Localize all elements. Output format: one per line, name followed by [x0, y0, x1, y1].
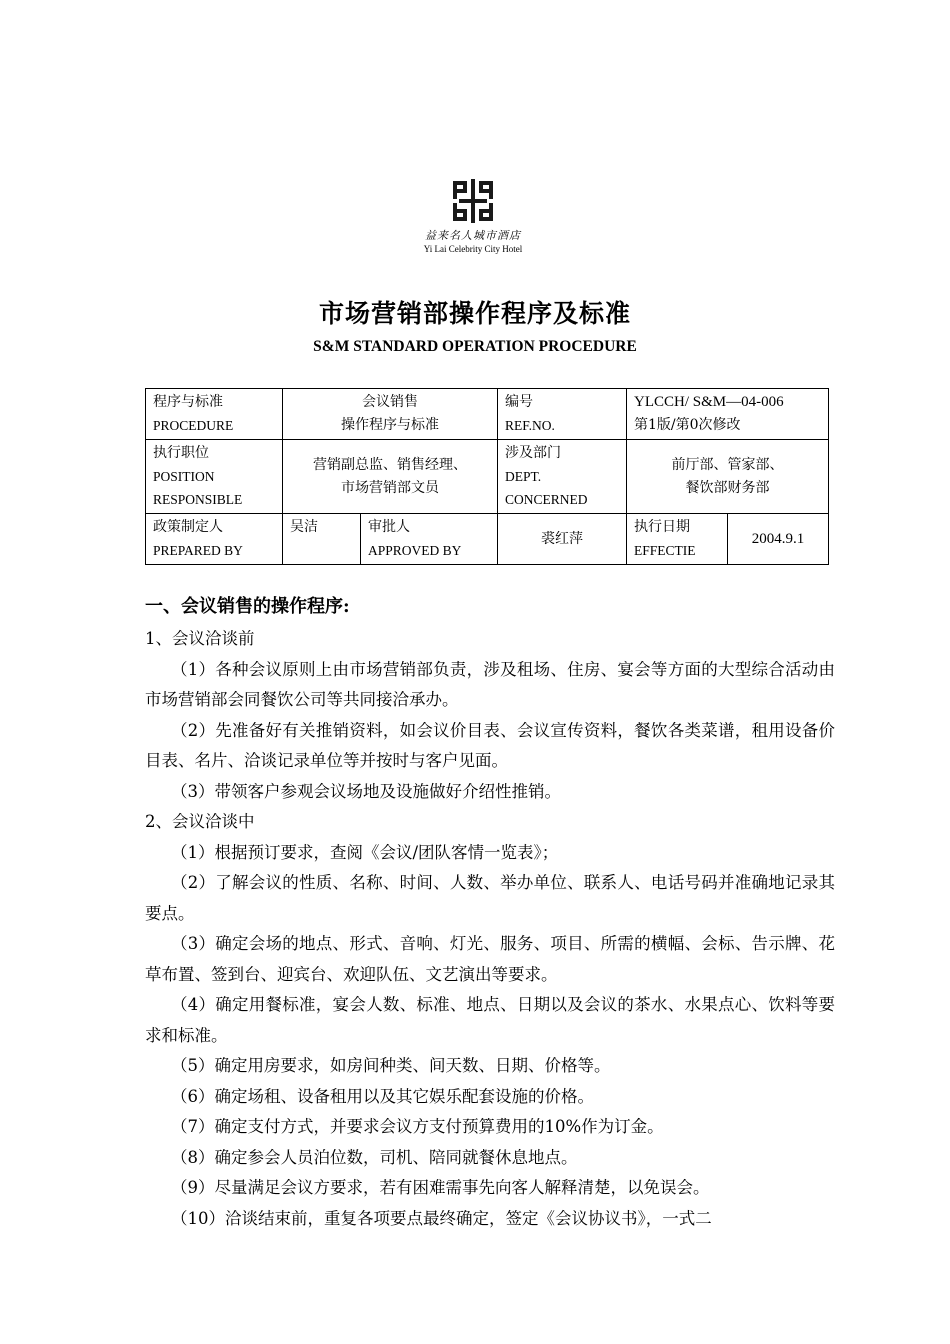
- position-value-cell: [283, 440, 498, 514]
- list-item: （3）带领客户参观会议场地及设施做好介绍性推销。: [171, 781, 561, 801]
- prepared-label-en: PREPARED BY: [153, 543, 243, 558]
- dept-value-line1: 前厅部、管家部、: [671, 456, 784, 473]
- list-item: （8）确定参会人员泊位数，司机、陪同就餐休息地点。: [171, 1147, 578, 1167]
- hotel-emblem-icon: [450, 178, 496, 224]
- ref-value-cell: [627, 389, 829, 440]
- position-value-line1: 营销副总监、销售经理、: [313, 456, 467, 473]
- table-row: [146, 440, 829, 514]
- procedure-value-cell: [283, 389, 498, 440]
- dept-label-cell: [498, 440, 627, 514]
- page-subtitle: S&M STANDARD OPERATION PROCEDURE: [313, 338, 637, 355]
- approved-label-en: APPROVED BY: [368, 543, 462, 558]
- list-item: （9）尽量满足会议方要求，若有困难需事先向客人解释清楚，以免误会。: [171, 1178, 710, 1197]
- effective-label-en: EFFECTIE: [634, 543, 696, 558]
- list-item: （2）先准备好有关推销资料，如会议价目表、会议宣传资料，餐饮各类菜谱，租用设备价目表、名片、洽谈记录单位等并按时与客户见面。: [145, 720, 835, 770]
- list-item: （6）确定场租、设备租用以及其它娱乐配套设施的价格。: [171, 1086, 594, 1106]
- ref-version: 第1版/第0次修改: [634, 417, 741, 433]
- section-heading: 一、会议销售的操作程序:: [145, 596, 350, 617]
- list-item: （5）确定用房要求，如房间种类、间天数、日期、价格等。: [171, 1056, 611, 1075]
- ref-label-en: REF.NO.: [505, 418, 555, 433]
- list-item: （1）各种会议原则上由市场营销部负责，涉及租场、住房、宴会等方面的大型综合活动由市场营销部会同餐饮公司等共同接洽承办。: [145, 659, 835, 709]
- document-body: [145, 590, 835, 1234]
- subsection-heading-2: 2、会议洽谈中: [145, 812, 255, 831]
- logo-chinese-name: 益来名人城市酒店: [425, 229, 521, 242]
- position-value-line2: 市场营销部文员: [341, 479, 439, 496]
- list-item: （1）根据预订要求，查阅《会议/团队客情一览表》；: [171, 842, 559, 862]
- position-label-en-2: RESPONSIBLE: [153, 492, 243, 507]
- effective-label-cell: [627, 514, 728, 565]
- procedure-label-en: PROCEDURE: [153, 418, 234, 433]
- procedure-info-table: [145, 388, 829, 565]
- approved-value-cell: 裘红萍: [498, 514, 627, 565]
- page-title: 市场营销部操作程序及标准: [318, 299, 631, 328]
- list-item: （2）了解会议的性质、名称、时间、人数、举办单位、联系人、电话号码并准确地记录其要点。: [145, 873, 835, 923]
- dept-value-line2: 餐饮部财务部: [685, 479, 770, 496]
- effective-label-cn: 执行日期: [634, 519, 690, 535]
- approved-label-cn: 审批人: [368, 519, 410, 535]
- procedure-label-cn: 程序与标准: [153, 394, 223, 410]
- logo-english-name: Yi Lai Celebrity City Hotel: [423, 244, 523, 254]
- procedure-value-line1: 会议销售: [362, 394, 418, 410]
- list-item: （7）确定支付方式，并要求会议方支付预算费用的10%作为订金。: [171, 1117, 664, 1136]
- prepared-label-cn: 政策制定人: [153, 519, 223, 535]
- list-item: （4）确定用餐标准，宴会人数、标准、地点、日期以及会议的茶水、水果点心、饮料等要求和标准。: [145, 995, 835, 1045]
- dept-label-en-2: CONCERNED: [505, 492, 588, 507]
- prepared-label-cell: [146, 514, 283, 565]
- ref-label-cell: [498, 389, 627, 440]
- procedure-value-line2: 操作程序与标准: [341, 417, 439, 433]
- procedure-label-cell: [146, 389, 283, 440]
- effective-value-cell: 2004.9.1: [728, 514, 829, 565]
- table-row: [146, 514, 829, 565]
- approved-label-cell: [361, 514, 498, 565]
- list-item: （3）确定会场的地点、形式、音响、灯光、服务、项目、所需的横幅、会标、告示牌、花草布置、签到台、迎宾台、欢迎队伍、文艺演出等要求。: [145, 934, 835, 984]
- ref-number: YLCCH/ S&M—04-006: [634, 394, 784, 410]
- dept-label-cn: 涉及部门: [505, 445, 561, 461]
- ref-label-cn: 编号: [505, 394, 533, 410]
- dept-value-cell: [627, 440, 829, 514]
- position-label-cell: [146, 440, 283, 514]
- list-item: （10）洽谈结束前，重复各项要点最终确定，签定《会议协议书》，一式二: [171, 1208, 712, 1228]
- position-label-cn: 执行职位: [153, 445, 209, 461]
- hotel-logo: [418, 178, 528, 258]
- subsection-heading-1: 1、会议洽谈前: [145, 629, 255, 648]
- table-row: [146, 389, 829, 440]
- position-label-en-1: POSITION: [153, 469, 215, 484]
- dept-label-en-1: DEPT.: [505, 469, 542, 484]
- prepared-value-cell: 吴洁: [283, 514, 361, 565]
